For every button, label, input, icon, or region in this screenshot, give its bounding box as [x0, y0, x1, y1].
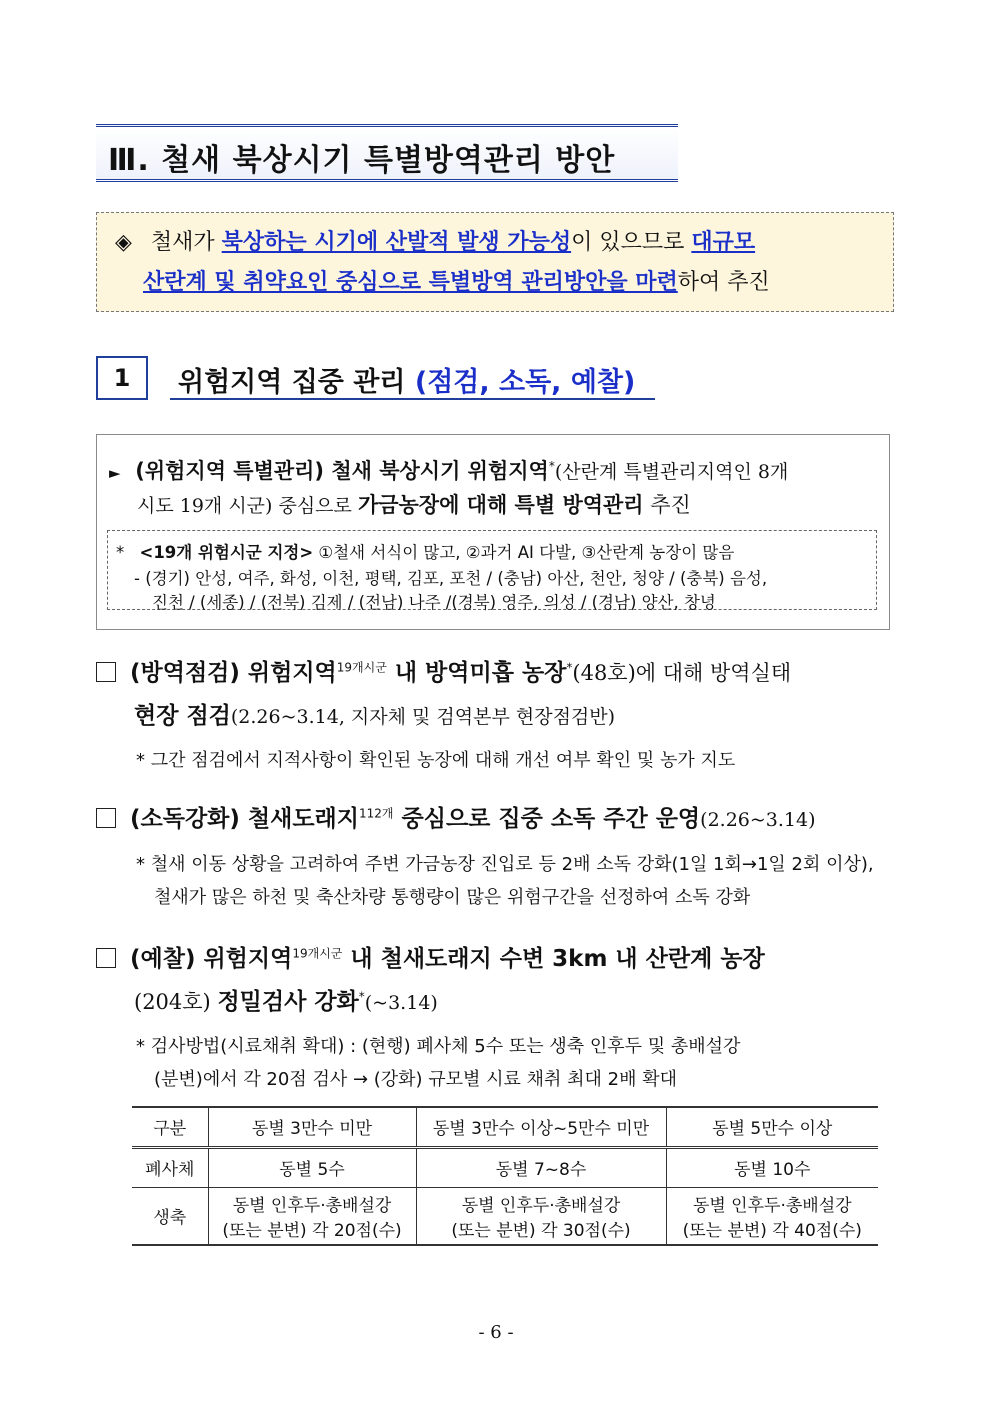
subsection-title-highlight: (점검, 소독, 예찰): [414, 367, 636, 398]
footnote-marker: *: [566, 660, 573, 675]
item-emphasis: 현장 점검: [134, 703, 231, 729]
table-cell: 동별 7~8수: [416, 1147, 666, 1187]
superscript-note: 112개: [359, 806, 394, 821]
item-heading: (예찰) 위험지역: [130, 946, 293, 972]
table-row: [132, 1187, 878, 1245]
checkbox-square-icon: [96, 948, 116, 968]
cell-line: 동별 인후두·총배설강: [232, 1195, 392, 1216]
checkbox-square-icon: [96, 662, 116, 682]
risk-text: 추진: [643, 493, 691, 517]
table-cell: 생축: [132, 1187, 208, 1245]
summary-highlight: 산란계 및 취약요인 중심으로 특별방역 관리방안을 마련: [143, 270, 678, 295]
summary-box: [96, 212, 894, 312]
item-inspection-note: * 그간 점검에서 지적사항이 확인된 농장에 대해 개선 여부 확인 및 농가 지도: [136, 750, 736, 771]
note-line-1: [116, 539, 734, 563]
section-title: Ⅲ. 철새 북상시기 특별방역관리 방안: [108, 143, 616, 178]
table-header-cell: 동별 3만수 이상~5만수 미만: [416, 1107, 666, 1147]
summary-highlight: 북상하는 시기에 산발적 발생 가능성: [221, 230, 572, 255]
table-cell: [208, 1187, 416, 1245]
summary-line-2: [143, 269, 770, 297]
subsection-number: 1: [96, 356, 148, 400]
risk-emphasis: 가금농장에 대해 특별 방역관리: [357, 493, 644, 517]
superscript-note: 19개시군: [292, 946, 343, 961]
subsection-title: [178, 360, 635, 399]
superscript-note: 19개시군: [336, 660, 387, 675]
table-header-row: [132, 1107, 878, 1147]
summary-text: 하여 추진: [677, 270, 770, 295]
item-disinfection-note-2: 철새가 많은 하천 및 축산차량 통행량이 많은 위험구간을 선정하여 소독 강화: [154, 887, 751, 908]
sampling-table: [132, 1106, 878, 1246]
summary-highlight: 대규모: [691, 230, 756, 255]
item-emphasis: 정밀검사 강화: [217, 989, 359, 1015]
note-line-2: - (경기) 안성, 여주, 화성, 이천, 평택, 김포, 포천 / (충남) 아산, 천안, 청양 / (충북) 음성,: [134, 569, 768, 588]
item-text: (2.26~3.14): [700, 809, 816, 831]
diamond-bullet-icon: ◈: [115, 230, 132, 255]
risk-heading: (위험지역 특별관리) 철새 북상시기 위험지역: [135, 459, 549, 483]
item-text: (204호): [134, 990, 218, 1014]
summary-text: 이 있으므로: [571, 230, 692, 255]
table-header-cell: 동별 3만수 미만: [208, 1107, 416, 1147]
subsection-title-text: 위험지역 집중 관리: [178, 367, 415, 398]
item-text: (48호)에 대해 방역실태: [572, 661, 792, 685]
item-surveillance-line-2: [134, 983, 438, 1016]
footnote-marker: *: [548, 459, 555, 473]
cell-line: 동별 인후두·총배설강: [692, 1195, 852, 1216]
note-heading: <19개 위험시군 지정>: [139, 543, 314, 562]
risk-note-box: [107, 530, 877, 610]
table-row: [132, 1147, 878, 1187]
table-cell: [416, 1187, 666, 1245]
table-cell: 동별 5수: [208, 1147, 416, 1187]
subsection-title-bar: [170, 356, 655, 400]
table-header-cell: 구분: [132, 1107, 208, 1147]
risk-text: (산란계 특별관리지역인 8개: [554, 461, 789, 483]
item-text: 중심으로 집중 소독 주간 운영: [393, 806, 701, 832]
item-text: 내 철새도래지 수변 3km 내 산란계 농장: [342, 946, 765, 972]
risk-line-2: [137, 489, 691, 519]
table-cell: 동별 10수: [666, 1147, 878, 1187]
item-surveillance-line-1: [96, 940, 765, 973]
section-title-bar: [96, 124, 678, 182]
item-text: (2.26~3.14, 지자체 및 검역본부 현장점검반): [230, 706, 616, 728]
table-cell: 폐사체: [132, 1147, 208, 1187]
table-header-cell: 동별 5만수 이상: [666, 1107, 878, 1147]
checkbox-square-icon: [96, 808, 116, 828]
footnote-marker: *: [358, 989, 365, 1004]
page-number: - 6 -: [478, 1322, 514, 1343]
note-text: ①철새 서식이 많고, ②과거 AI 다발, ③산란계 농장이 많음: [313, 543, 735, 562]
table-cell: [666, 1187, 878, 1245]
item-disinfection-note-1: * 철새 이동 상황을 고려하여 주변 가금농장 진입로 등 2배 소독 강화(1일 1회→1일 2회 이상),: [136, 854, 874, 875]
cell-line: (또는 분변) 각 40점(수): [682, 1220, 862, 1241]
cell-line: (또는 분변) 각 20점(수): [222, 1220, 402, 1241]
item-surveillance-note-1: * 검사방법(시료채취 확대) : (현행) 폐사체 5수 또는 생축 인후두 및 총배설강: [136, 1036, 741, 1057]
arrow-bullet-icon: ►: [109, 464, 121, 482]
item-inspection-line-2: [134, 697, 615, 730]
footnote-marker: *: [116, 543, 125, 562]
item-text: 내 방역미흡 농장: [386, 660, 567, 686]
item-text: (~3.14): [364, 992, 438, 1014]
item-heading: (방역점검) 위험지역: [130, 660, 337, 686]
cell-line: (또는 분변) 각 30점(수): [451, 1220, 631, 1241]
risk-text: 시도 19개 시군) 중심으로: [137, 495, 358, 517]
cell-line: 동별 인후두·총배설강: [461, 1195, 621, 1216]
item-heading: (소독강화) 철새도래지: [130, 806, 359, 832]
risk-line-1: [109, 455, 788, 485]
item-inspection-line-1: [96, 654, 791, 687]
summary-text: 철새가: [150, 230, 222, 255]
summary-line-1: [115, 229, 755, 257]
item-disinfection-line-1: [96, 800, 816, 833]
item-surveillance-note-2: (분변)에서 각 20점 검사 → (강화) 규모별 시료 채취 최대 2배 확대: [154, 1069, 678, 1090]
note-line-3: 진천 / (세종) / (전북) 김제 / (전남) 나주 /(경북) 영주, 의성 / (경남) 양산, 창녕: [152, 593, 716, 612]
